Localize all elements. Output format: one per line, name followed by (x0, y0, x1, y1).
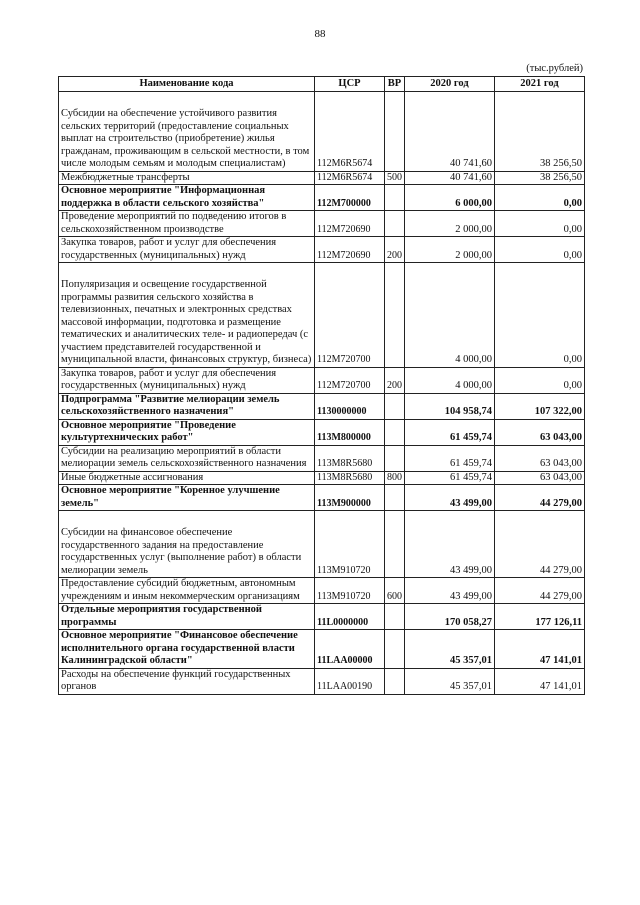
row-2021-cell: 44 279,00 (495, 578, 585, 604)
row-2020-cell: 45 357,01 (405, 630, 495, 669)
row-name-cell: Субсидии на реализацию мероприятий в области мелиорации земель сельскохозяйственного назначения (59, 445, 315, 471)
row-csr-cell: 112M720700 (315, 263, 385, 368)
row-csr-cell: 11L0000000 (315, 604, 385, 630)
table-row (59, 185, 585, 211)
row-name-cell: Закупка товаров, работ и услуг для обеспечения государственных (муниципальных) нужд (59, 237, 315, 263)
row-vr-cell: 800 (385, 471, 405, 485)
row-2021-cell: 38 256,50 (495, 171, 585, 185)
row-2021-cell: 47 141,01 (495, 630, 585, 669)
row-2020-cell: 6 000,00 (405, 185, 495, 211)
row-2021-cell: 107 322,00 (495, 393, 585, 419)
header-vr: ВР (385, 77, 405, 92)
table-row (59, 263, 585, 368)
row-vr-cell (385, 419, 405, 445)
row-name-cell: Субсидии на обеспечение устойчивого развития сельских территорий (предоставление социальных выплат на строительство (приобретение) жилья гражданам, проживающим в сельской местности, в том числе молодым семьям и молодым специалистам) (59, 92, 315, 172)
row-vr-cell (385, 445, 405, 471)
table-row (59, 367, 585, 393)
row-2020-cell: 4 000,00 (405, 367, 495, 393)
row-vr-cell: 200 (385, 237, 405, 263)
row-vr-cell (385, 511, 405, 578)
table-row (59, 511, 585, 578)
row-csr-cell: 113M900000 (315, 485, 385, 511)
row-name-cell: Основное мероприятие "Проведение культуртехнических работ" (59, 419, 315, 445)
row-vr-cell (385, 630, 405, 669)
row-2020-cell: 61 459,74 (405, 471, 495, 485)
row-2020-cell: 45 357,01 (405, 668, 495, 694)
row-2020-cell: 40 741,60 (405, 92, 495, 172)
table-row (59, 92, 585, 172)
row-2020-cell: 61 459,74 (405, 445, 495, 471)
row-name-cell: Проведение мероприятий по подведению итогов в сельскохозяйственном производстве (59, 211, 315, 237)
row-csr-cell: 11LAA00190 (315, 668, 385, 694)
row-name-cell: Основное мероприятие "Информационная поддержка в области сельского хозяйства" (59, 185, 315, 211)
row-2020-cell: 61 459,74 (405, 419, 495, 445)
row-2021-cell: 0,00 (495, 185, 585, 211)
table-header-row (59, 77, 585, 92)
row-2020-cell: 40 741,60 (405, 171, 495, 185)
row-csr-cell: 112M6R5674 (315, 92, 385, 172)
table-row (59, 471, 585, 485)
row-2020-cell: 2 000,00 (405, 211, 495, 237)
page-number: 88 (314, 28, 326, 40)
row-vr-cell (385, 393, 405, 419)
header-csr: ЦСР (315, 77, 385, 92)
row-2021-cell: 0,00 (495, 237, 585, 263)
table-row (59, 419, 585, 445)
table-row (59, 393, 585, 419)
row-2021-cell: 0,00 (495, 367, 585, 393)
header-2020: 2020 год (405, 77, 495, 92)
row-2021-cell: 177 126,11 (495, 604, 585, 630)
row-vr-cell: 500 (385, 171, 405, 185)
row-2021-cell: 63 043,00 (495, 419, 585, 445)
table-row (59, 445, 585, 471)
row-2021-cell: 44 279,00 (495, 511, 585, 578)
header-name: Наименование кода (59, 77, 315, 92)
row-2021-cell: 0,00 (495, 263, 585, 368)
row-2020-cell: 43 499,00 (405, 578, 495, 604)
budget-table (58, 76, 585, 695)
header-2021: 2021 год (495, 77, 585, 92)
row-name-cell: Основное мероприятие "Финансовое обеспечение исполнительного органа государственной власти Калининградской области" (59, 630, 315, 669)
row-vr-cell: 200 (385, 367, 405, 393)
row-vr-cell (385, 263, 405, 368)
row-csr-cell: 113M8R5680 (315, 445, 385, 471)
row-2021-cell: 47 141,01 (495, 668, 585, 694)
row-csr-cell: 113M910720 (315, 578, 385, 604)
row-2021-cell: 0,00 (495, 211, 585, 237)
row-vr-cell (385, 211, 405, 237)
row-2021-cell: 63 043,00 (495, 471, 585, 485)
table-row (59, 668, 585, 694)
row-csr-cell: 112M720690 (315, 237, 385, 263)
row-name-cell: Популяризация и освещение государственной программы развития сельского хозяйства в телевизионных, печатных и электронных средствах массовой информации, подготовка и размещение тематических и аналитических теле- и радиопередач (с участием представителей государственной и муниципальной власти, финансовых структур, бизнеса) (59, 263, 315, 368)
row-2020-cell: 4 000,00 (405, 263, 495, 368)
row-vr-cell (385, 604, 405, 630)
row-csr-cell: 112M6R5674 (315, 171, 385, 185)
row-csr-cell: 113M910720 (315, 511, 385, 578)
row-name-cell: Предоставление субсидий бюджетным, автономным учреждениям и иным некоммерческим организациям (59, 578, 315, 604)
row-csr-cell: 1130000000 (315, 393, 385, 419)
row-2020-cell: 104 958,74 (405, 393, 495, 419)
row-name-cell: Субсидии на финансовое обеспечение государственного задания на предоставление государственных услуг (выполнение работ) в области мелиорации земель (59, 511, 315, 578)
row-2020-cell: 43 499,00 (405, 485, 495, 511)
table-row (59, 211, 585, 237)
row-2021-cell: 38 256,50 (495, 92, 585, 172)
row-csr-cell: 113M8R5680 (315, 471, 385, 485)
table-row (59, 485, 585, 511)
row-vr-cell (385, 668, 405, 694)
row-2021-cell: 63 043,00 (495, 445, 585, 471)
row-2021-cell: 44 279,00 (495, 485, 585, 511)
row-vr-cell (385, 92, 405, 172)
units-label: (тыс.рублей) (526, 63, 583, 74)
row-name-cell: Расходы на обеспечение функций государственных органов (59, 668, 315, 694)
table-row (59, 237, 585, 263)
row-name-cell: Закупка товаров, работ и услуг для обеспечения государственных (муниципальных) нужд (59, 367, 315, 393)
row-2020-cell: 170 058,27 (405, 604, 495, 630)
row-name-cell: Отдельные мероприятия государственной программы (59, 604, 315, 630)
table-row (59, 578, 585, 604)
row-csr-cell: 112M720690 (315, 211, 385, 237)
row-csr-cell: 112M720700 (315, 367, 385, 393)
table-row (59, 171, 585, 185)
row-name-cell: Иные бюджетные ассигнования (59, 471, 315, 485)
table-row (59, 604, 585, 630)
row-csr-cell: 11LAA00000 (315, 630, 385, 669)
row-vr-cell (385, 485, 405, 511)
table-body (59, 92, 585, 695)
row-csr-cell: 112M700000 (315, 185, 385, 211)
row-name-cell: Подпрограмма "Развитие мелиорации земель сельскохозяйственного назначения" (59, 393, 315, 419)
table-row (59, 630, 585, 669)
row-name-cell: Межбюджетные трансферты (59, 171, 315, 185)
row-vr-cell: 600 (385, 578, 405, 604)
row-csr-cell: 113M800000 (315, 419, 385, 445)
row-vr-cell (385, 185, 405, 211)
row-2020-cell: 43 499,00 (405, 511, 495, 578)
row-2020-cell: 2 000,00 (405, 237, 495, 263)
row-name-cell: Основное мероприятие "Коренное улучшение земель" (59, 485, 315, 511)
